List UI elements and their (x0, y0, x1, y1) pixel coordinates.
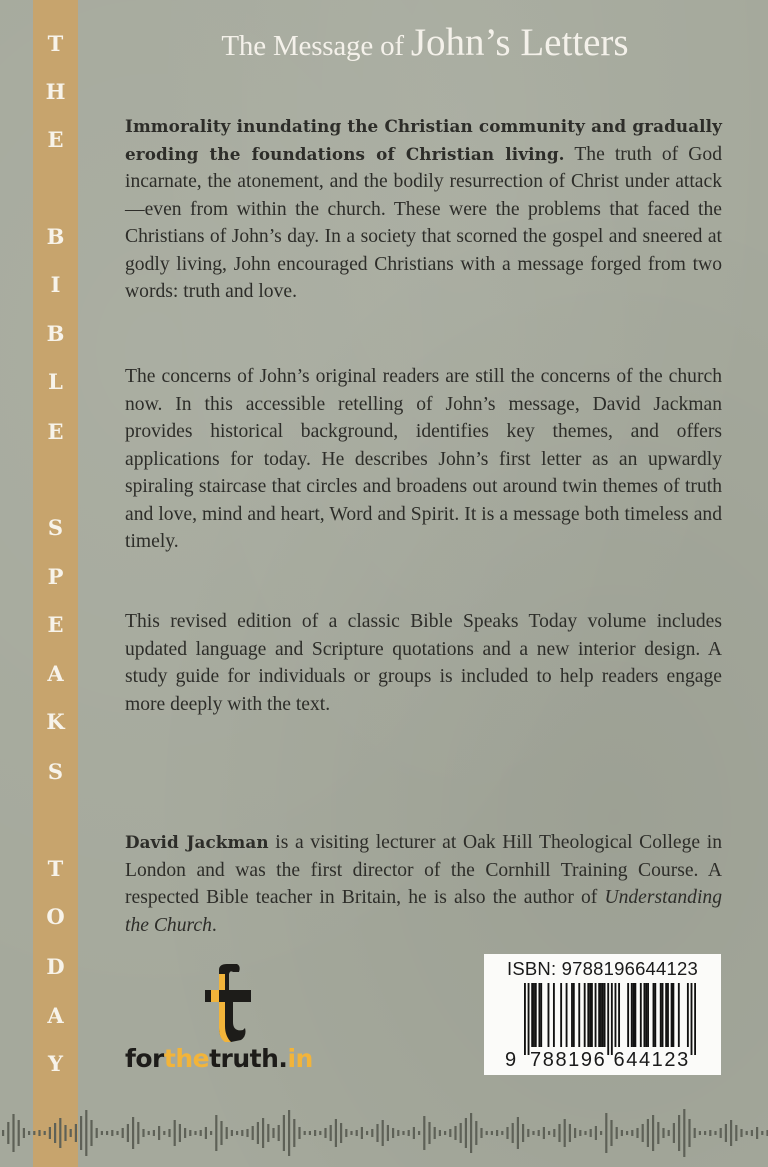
publisher-name (125, 1044, 335, 1073)
spine-letter: K (46, 709, 65, 734)
blurb-lead-bold: Immorality inundating the Christian community and gradually eroding the foundations of Christian living. (125, 116, 722, 164)
barcode-icon (524, 983, 696, 1055)
spine-letter: I (50, 272, 61, 297)
publisher-logo (125, 962, 335, 1082)
spine-letter: E (47, 419, 64, 444)
spine-letter: L (48, 369, 63, 394)
author-book-title: Understanding the Church (125, 887, 722, 936)
blurb-paragraph-1 (125, 113, 722, 306)
spine-letter: Y (48, 1051, 63, 1076)
spine-letter: B (46, 224, 65, 249)
author-name: David Jackman (125, 832, 269, 852)
title-prefix: The Message of (221, 30, 411, 62)
blurb-paragraph-3: This revised edition of a classic Bible Speaks Today volume includes updated language and Scripture quotations and a new interior design. A study guide for individuals or groups is included to help readers engage more deeply with the text. (125, 611, 722, 715)
barcode-digits (484, 1049, 721, 1071)
ft-monogram-icon (197, 962, 257, 1044)
author-bio-end: . (211, 914, 217, 936)
audio-waveform-icon (0, 1103, 768, 1163)
publisher-name-for: for (125, 1044, 164, 1073)
spine-letter: T (47, 31, 64, 56)
spine-letter: P (47, 564, 64, 589)
author-bio (125, 829, 722, 939)
title-main: John’s Letters (410, 21, 629, 64)
publisher-name-the: the (163, 1044, 210, 1073)
barcode-first-digit: 9 (505, 1049, 517, 1071)
spine-letter: O (46, 904, 65, 929)
blurb-paragraph-2: The concerns of John’s original readers are still the concerns of the church now. In this accessible retelling of John’s message, David Jackman provides historical background, identifies key themes, and offers applications for today. He describes John’s first letter as an upwardly spiraling staircase that circles and broadens out around twin themes of truth and love, mind and heart, Word and Spirit. It is a message both timeless and timely. (125, 366, 722, 552)
spine-letter: A (47, 661, 64, 686)
spine-letter: H (45, 79, 66, 104)
isbn-barcode (484, 954, 721, 1075)
spine-letter: S (47, 515, 64, 540)
spine-letter: B (46, 321, 65, 346)
book-title (0, 20, 768, 65)
publisher-name-in: in (287, 1044, 313, 1073)
publisher-name-truth: truth. (209, 1044, 288, 1073)
isbn-label: ISBN: 9788196644123 (506, 958, 698, 979)
spine-letter: E (47, 612, 64, 637)
author-bio-text: is a visiting lecturer at Oak Hill Theological College in London and was the first director of the Cornhill Training Course. A respected Bible teacher in Britain, he is also the author of (125, 832, 722, 908)
spine-letter: S (47, 759, 64, 784)
spine-letter: A (47, 1003, 64, 1028)
spine-letter: D (46, 954, 65, 979)
spine-letter: E (47, 127, 64, 152)
barcode-rest-digits: 788196 644123 (530, 1049, 690, 1071)
blurb-p1-text: The truth of God incarnate, the atonement, and the bodily resurrection of Christ under attack—even from within the church. These were the problems that faced the Christians of John’s day. In a society that scorned the gospel and sneered at godly living, John encouraged Christians with a message forged from two words: truth and love. (125, 143, 722, 302)
spine-letter: T (47, 856, 64, 881)
